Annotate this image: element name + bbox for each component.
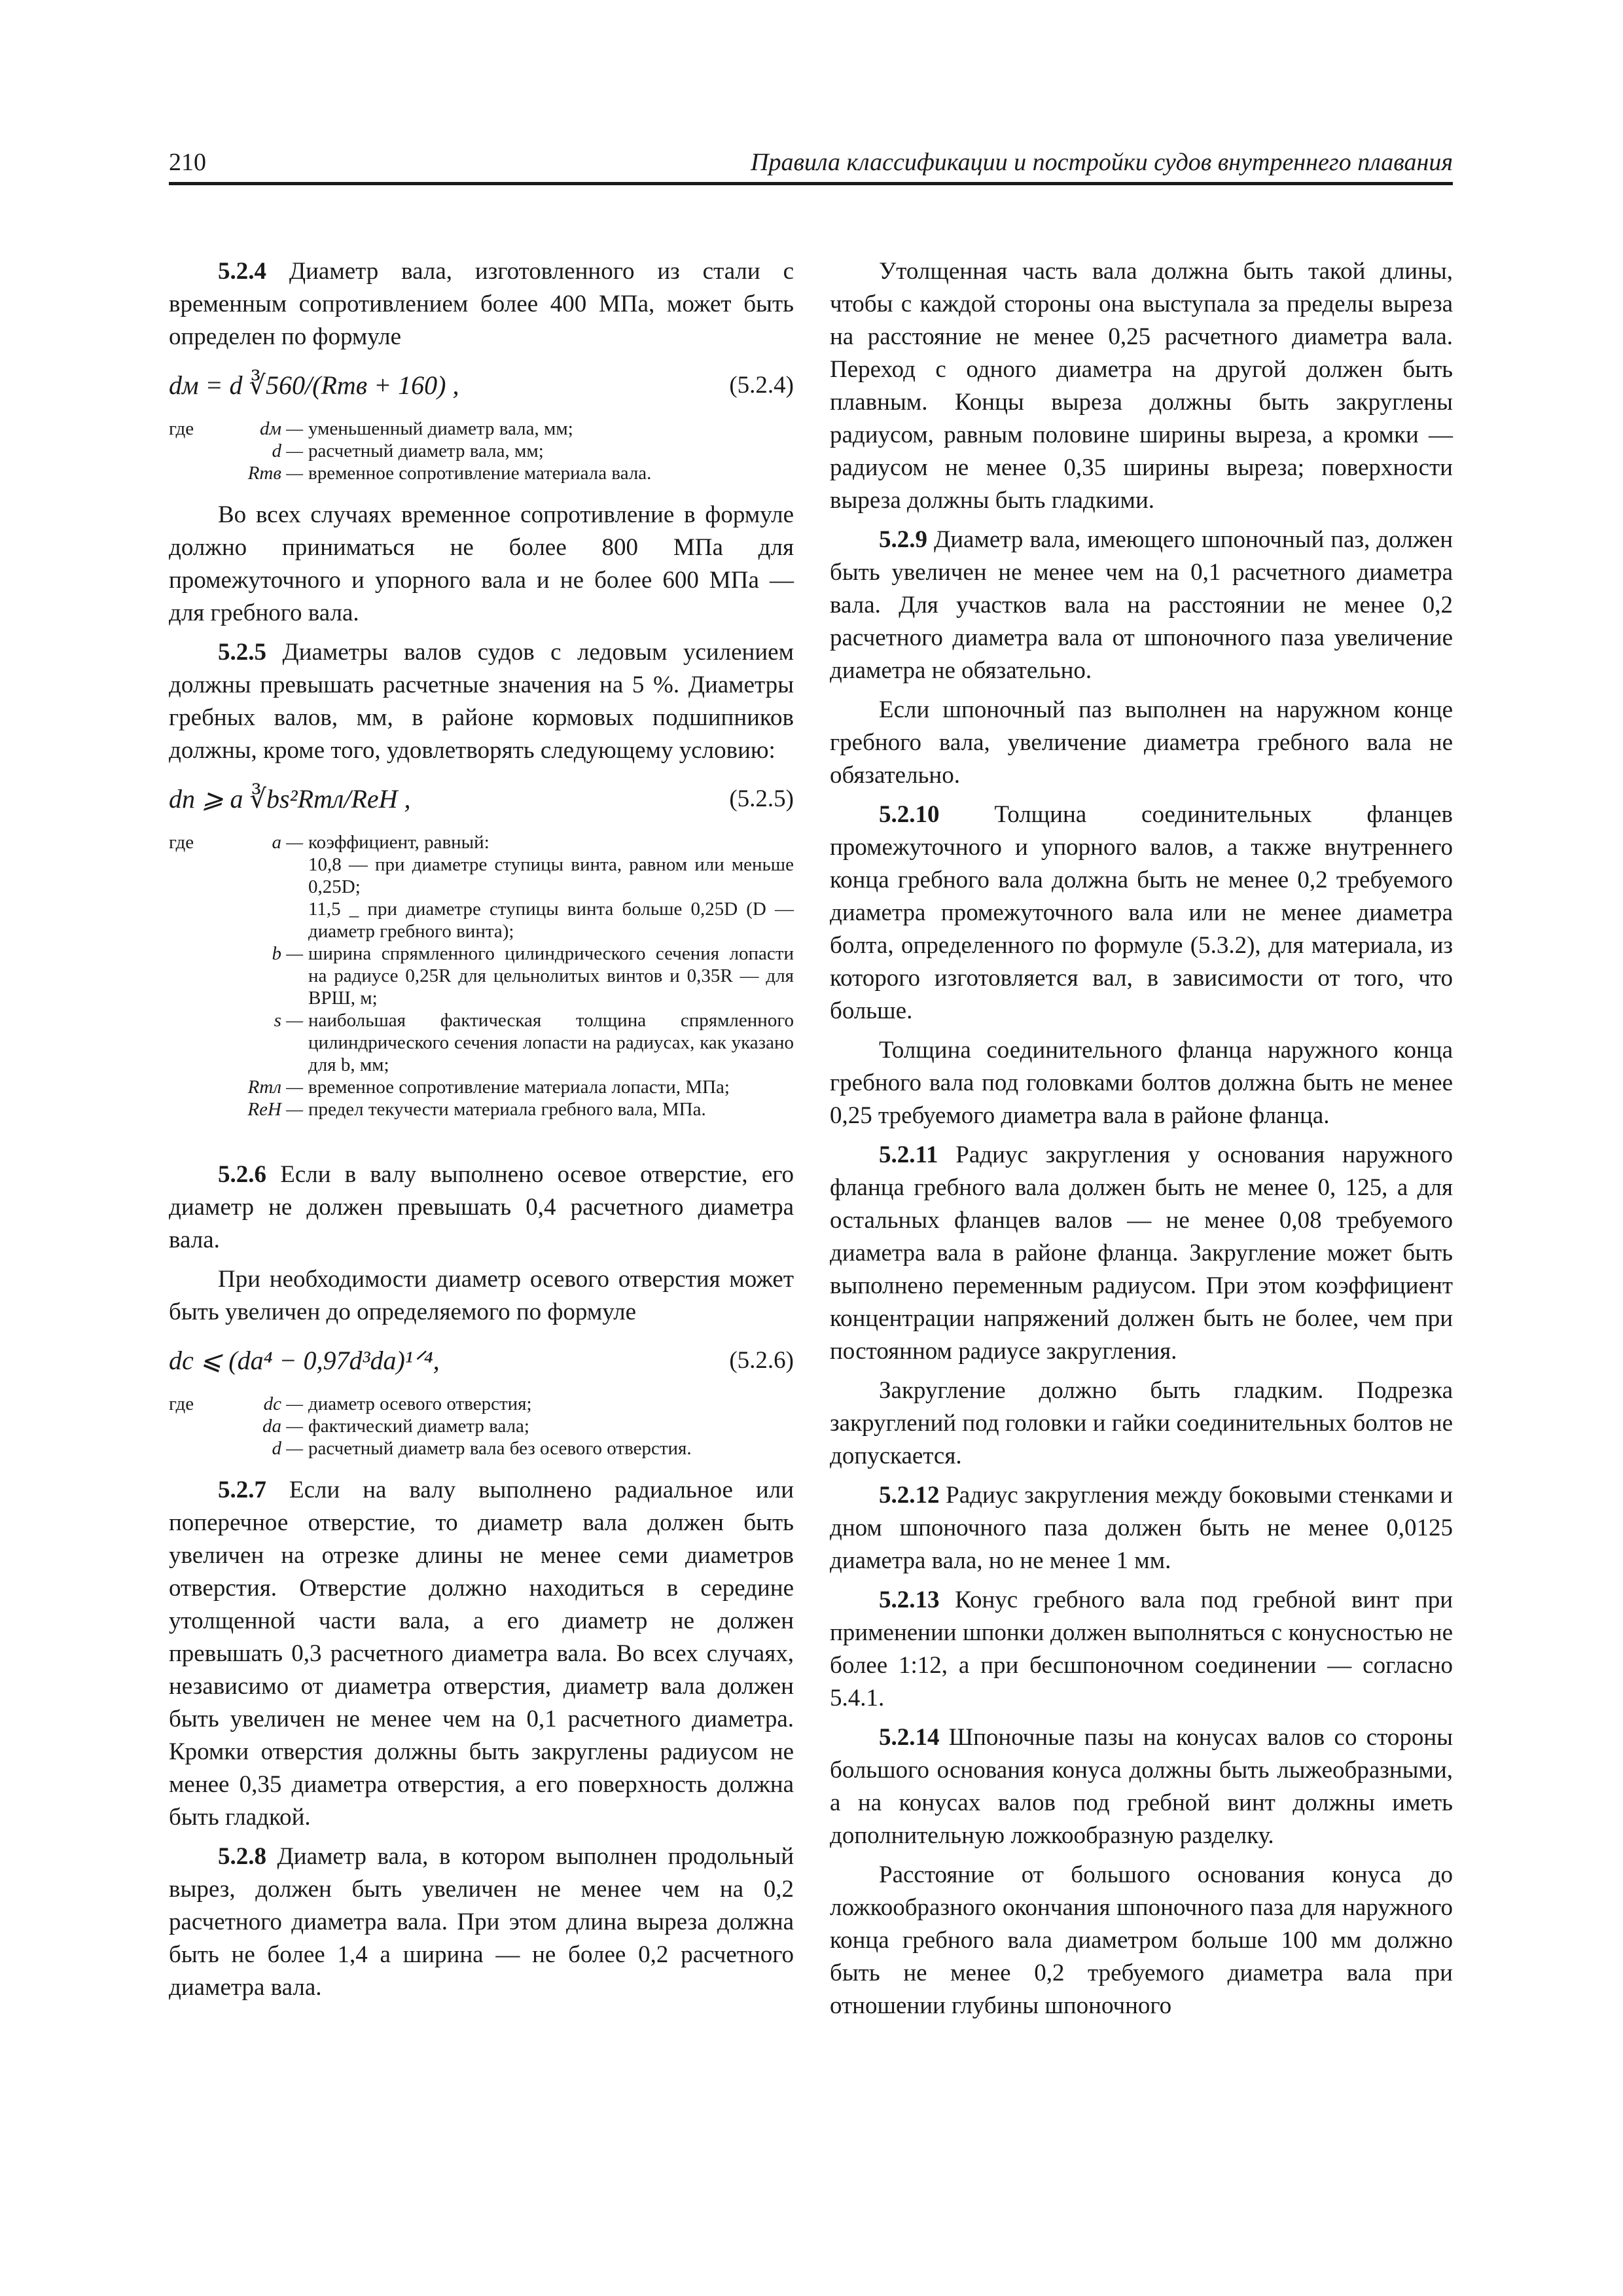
paragraph-text: Диаметры валов судов с ледовым усилением должны превышать расчетные значения на 5 %. Диаметры гребных валов, мм, в районе кормовых подшипников должны, кроме того, удовлетворять следующему условию: <box>169 639 794 764</box>
paragraph-text: Толщина соединительных фланцев промежуточного и упорного валов, а также внутреннего конца гребного вала должна быть не менее 0,2 требуемого диаметра промежуточного вала или не менее диаметра болта, определенного по формуле (5.3.2), для материала, из которого изготовляется вал, в зависимости от того, что больше. <box>830 801 1453 1024</box>
legend-text: временное сопротивление материала лопасти, МПа; <box>308 1077 730 1098</box>
legend-lead <box>169 1437 215 1460</box>
legend-text: коэффициент, равный: <box>308 832 490 853</box>
legend-lead <box>169 1098 215 1121</box>
running-title: Правила классификации и постройки судов внутреннего плавания <box>751 149 1453 176</box>
legend-lead: где <box>169 418 194 439</box>
legend-text: 11,5 _ при диаметре ступицы винта больше 0,25D (D — диаметр гребного винта); <box>308 899 794 942</box>
legend-text: предел текучести материала гребного вала, МПа. <box>308 1099 706 1120</box>
legend-text: расчетный диаметр вала, мм; <box>308 440 544 461</box>
legend-lead <box>169 898 215 942</box>
paragraph-text: Конус гребного вала под гребной винт при применении шпонки должен выполняться с конусностью не более 1:12, а при бесшпоночном соединении — согласно 5.4.1. <box>830 1587 1453 1712</box>
legend-lead <box>169 1076 215 1098</box>
legend-lead <box>169 853 215 898</box>
formula-5-2-6 <box>169 1338 794 1384</box>
legend-5-2-6 <box>169 1393 794 1460</box>
legend-text: расчетный диаметр вала без осевого отверстия. <box>308 1438 692 1459</box>
clause-number: 5.2.10 <box>879 801 940 828</box>
legend-symbol: d — <box>272 440 303 461</box>
legend-symbol: a — <box>272 832 303 853</box>
clause-number: 5.2.11 <box>879 1141 938 1168</box>
paragraph-text: Радиус закругления между боковыми стенками и дном шпоночного паза должен быть не менее 0,0125 диаметра вала, но не менее 1 мм. <box>830 1482 1453 1574</box>
legend-symbol: b — <box>272 943 303 964</box>
legend-row <box>169 1098 794 1121</box>
legend-symbol <box>215 853 308 898</box>
left-column <box>169 255 794 2011</box>
legend-symbol: Rmл — <box>247 1077 303 1098</box>
paragraph-5-2-11 <box>830 1139 1453 1368</box>
paragraph-text: Диаметр вала, имеющего шпоночный паз, должен быть увеличен не менее чем на 0,1 расчетного диаметра вала. Для участков вала на расстоянии не менее 0,2 расчетного диаметра вала от шпоночного паза увеличение диаметра не обязательно. <box>830 526 1453 684</box>
legend-row <box>169 1076 794 1098</box>
legend-symbol <box>215 898 308 942</box>
formula-expression: dn ⩾ a ∛bs²Rmл/ReH , <box>169 784 411 814</box>
paragraph-5-2-14 <box>830 1721 1453 1852</box>
clause-number: 5.2.5 <box>218 639 266 666</box>
legend-symbol: Rmв — <box>247 463 303 484</box>
clause-number: 5.2.9 <box>879 526 927 553</box>
right-column <box>830 255 1453 2029</box>
legend-symbol: s — <box>274 1010 303 1031</box>
formula-expression: dм = d ∛560/(Rmв + 160) , <box>169 370 459 400</box>
formula-5-2-4 <box>169 363 794 408</box>
paragraph-text: Если на валу выполнено радиальное или поперечное отверстие, то диаметр вала должен быть увеличен на отрезке длины не менее семи диаметров отверстия. Отверстие должно находиться в середине утолщенной части вала, а его диаметр не должен превышать 0,3 расчетного диаметра вала. Во всех случаях, независимо от диаметра отверстия, диаметр вала должен быть увеличен не менее чем на 0,1 расчетного диаметра. Кромки отверстия должны быть закруглены радиусом не менее 0,35 диаметра отверстия, а его поверхность должна быть гладкой. <box>169 1477 794 1831</box>
legend-symbol: d — <box>272 1438 303 1459</box>
legend-row <box>169 1009 794 1076</box>
legend-text: диаметр осевого отверстия; <box>308 1393 532 1414</box>
formula-number: (5.2.6) <box>729 1347 794 1374</box>
legend-text: фактический диаметр вала; <box>308 1416 529 1437</box>
legend-symbol: ReH — <box>247 1099 303 1120</box>
legend-row <box>169 853 794 898</box>
paragraph-axial-bore: При необходимости диаметр осевого отверстия может быть увеличен до определяемого по формуле <box>169 1266 794 1325</box>
paragraph-5-2-10 <box>830 798 1453 1028</box>
legend-symbol: dc — <box>263 1393 303 1414</box>
paragraph-text: Диаметр вала, изготовленного из стали с временным сопротивлением более 400 МПа, может быть определен по формуле <box>169 258 794 350</box>
legend-lead: где <box>169 832 194 853</box>
paragraph-fillet-smooth: Закругление должно быть гладким. Подрезка закруглений под головки и гайки соединительных болтов не допускается. <box>830 1377 1453 1469</box>
paragraph-keyway-distance: Расстояние от большого основания конуса до ложкообразного окончания шпоночного паза для наружного конца гребного вала диаметром больше 100 мм должно быть не менее 0,2 требуемого диаметра вала при отношении глубины шпоночного <box>830 1861 1453 2019</box>
formula-number: (5.2.4) <box>729 372 794 399</box>
formula-expression: dc ⩽ (da⁴ − 0,97d³da)¹ᐟ⁴, <box>169 1346 440 1375</box>
legend-lead: где <box>169 1393 194 1414</box>
legend-row <box>169 1437 794 1460</box>
legend-row <box>169 898 794 942</box>
legend-lead <box>169 1009 215 1076</box>
clause-number: 5.2.14 <box>879 1724 940 1751</box>
legend-row <box>169 462 794 484</box>
clause-number: 5.2.4 <box>218 258 266 285</box>
paragraph-5-2-6 <box>169 1158 794 1257</box>
paragraph-5-2-8 <box>169 1840 794 2004</box>
legend-lead <box>169 462 215 484</box>
clause-number: 5.2.6 <box>218 1161 266 1188</box>
paragraph-5-2-4 <box>169 255 794 353</box>
formula-5-2-5 <box>169 776 794 822</box>
legend-text: наибольшая фактическая толщина спрямленного цилиндрического сечения лопасти на радиусах, как указано для b, мм; <box>308 1010 794 1075</box>
clause-number: 5.2.13 <box>879 1587 940 1613</box>
legend-symbol: dм — <box>259 418 303 439</box>
paragraph-text: Шпоночные пазы на конусах валов со стороны большого основания конуса должны быть лыжеобразными, а на конусах валов под гребной винт должны иметь дополнительную ложкообразную разделку. <box>830 1724 1453 1849</box>
paragraph-text: Диаметр вала, в котором выполнен продольный вырез, должен быть увеличен не менее чем на 0,2 расчетного диаметра вала. При этом длина выреза должна быть не более 1,4 а ширина — не более 0,2 расчетного диаметра вала. <box>169 1843 794 2001</box>
legend-5-2-5 <box>169 831 794 1121</box>
legend-row <box>169 1393 794 1415</box>
legend-row <box>169 418 794 440</box>
legend-text: ширина спрямленного цилиндрического сечения лопасти на радиусе 0,25R для цельнолитых винтов и 0,35R — для ВРШ, м; <box>308 943 794 1009</box>
legend-row <box>169 1415 794 1437</box>
paragraph-5-2-7 <box>169 1474 794 1834</box>
legend-lead <box>169 1415 215 1437</box>
running-header <box>169 143 1453 185</box>
paragraph-text: Радиус закругления у основания наружного фланца гребного вала должен быть не менее 0, 125, а для остальных фланцев валов — не менее 0,08 требуемого диаметра вала в районе фланца. Закругление может быть выполнено переменным радиусом. При этом коэффициент концентрации напряжений должен быть не более, чем при постоянном радиусе закругления. <box>830 1141 1453 1365</box>
paragraph-5-2-13 <box>830 1584 1453 1715</box>
legend-row <box>169 831 794 853</box>
legend-row <box>169 942 794 1009</box>
legend-lead <box>169 942 215 1009</box>
legend-symbol: da — <box>262 1416 303 1437</box>
clause-number: 5.2.8 <box>218 1843 266 1870</box>
paragraph-keyway-outer-end: Если шпоночный паз выполнен на наружном конце гребного вала, увеличение диаметра гребного вала не обязательно. <box>830 696 1453 789</box>
paragraph-thickened-part: Утолщенная часть вала должна быть такой длины, чтобы с каждой стороны она выступала за пределы выреза на расстояние не менее 0,25 расчетного диаметра вала. Переход с одного диаметра на другой должен быть плавным. Концы выреза должны быть закруглены радиусом, равным половине ширины выреза, а кромки — радиусом не менее 0,35 ширины выреза; поверхности выреза должны быть гладкими. <box>830 258 1453 514</box>
legend-row <box>169 440 794 462</box>
formula-number: (5.2.5) <box>729 785 794 812</box>
paragraph-5-2-9 <box>830 524 1453 687</box>
paragraph-5-2-5 <box>169 636 794 767</box>
paragraph-5-2-12 <box>830 1479 1453 1577</box>
paragraph-flange-thickness: Толщина соединительного фланца наружного конца гребного вала под головками болтов должна быть не менее 0,25 требуемого диаметра вала в районе фланца. <box>830 1037 1453 1129</box>
legend-text: уменьшенный диаметр вала, мм; <box>308 418 573 439</box>
clause-number: 5.2.7 <box>218 1477 266 1503</box>
legend-5-2-4 <box>169 418 794 484</box>
legend-text: временное сопротивление материала вала. <box>308 463 652 484</box>
paragraph-text: Если в валу выполнено осевое отверстие, его диаметр не должен превышать 0,4 расчетного диаметра вала. <box>169 1161 794 1253</box>
paragraph-tensile-limits: Во всех случаях временное сопротивление в формуле должно приниматься не более 800 МПа для промежуточного и упорного вала и не более 600 МПа — для гребного вала. <box>169 501 794 626</box>
page-number: 210 <box>169 149 206 176</box>
legend-lead <box>169 440 215 462</box>
clause-number: 5.2.12 <box>879 1482 940 1509</box>
legend-text: 10,8 — при диаметре ступицы винта, равном или меньше 0,25D; <box>308 854 794 897</box>
